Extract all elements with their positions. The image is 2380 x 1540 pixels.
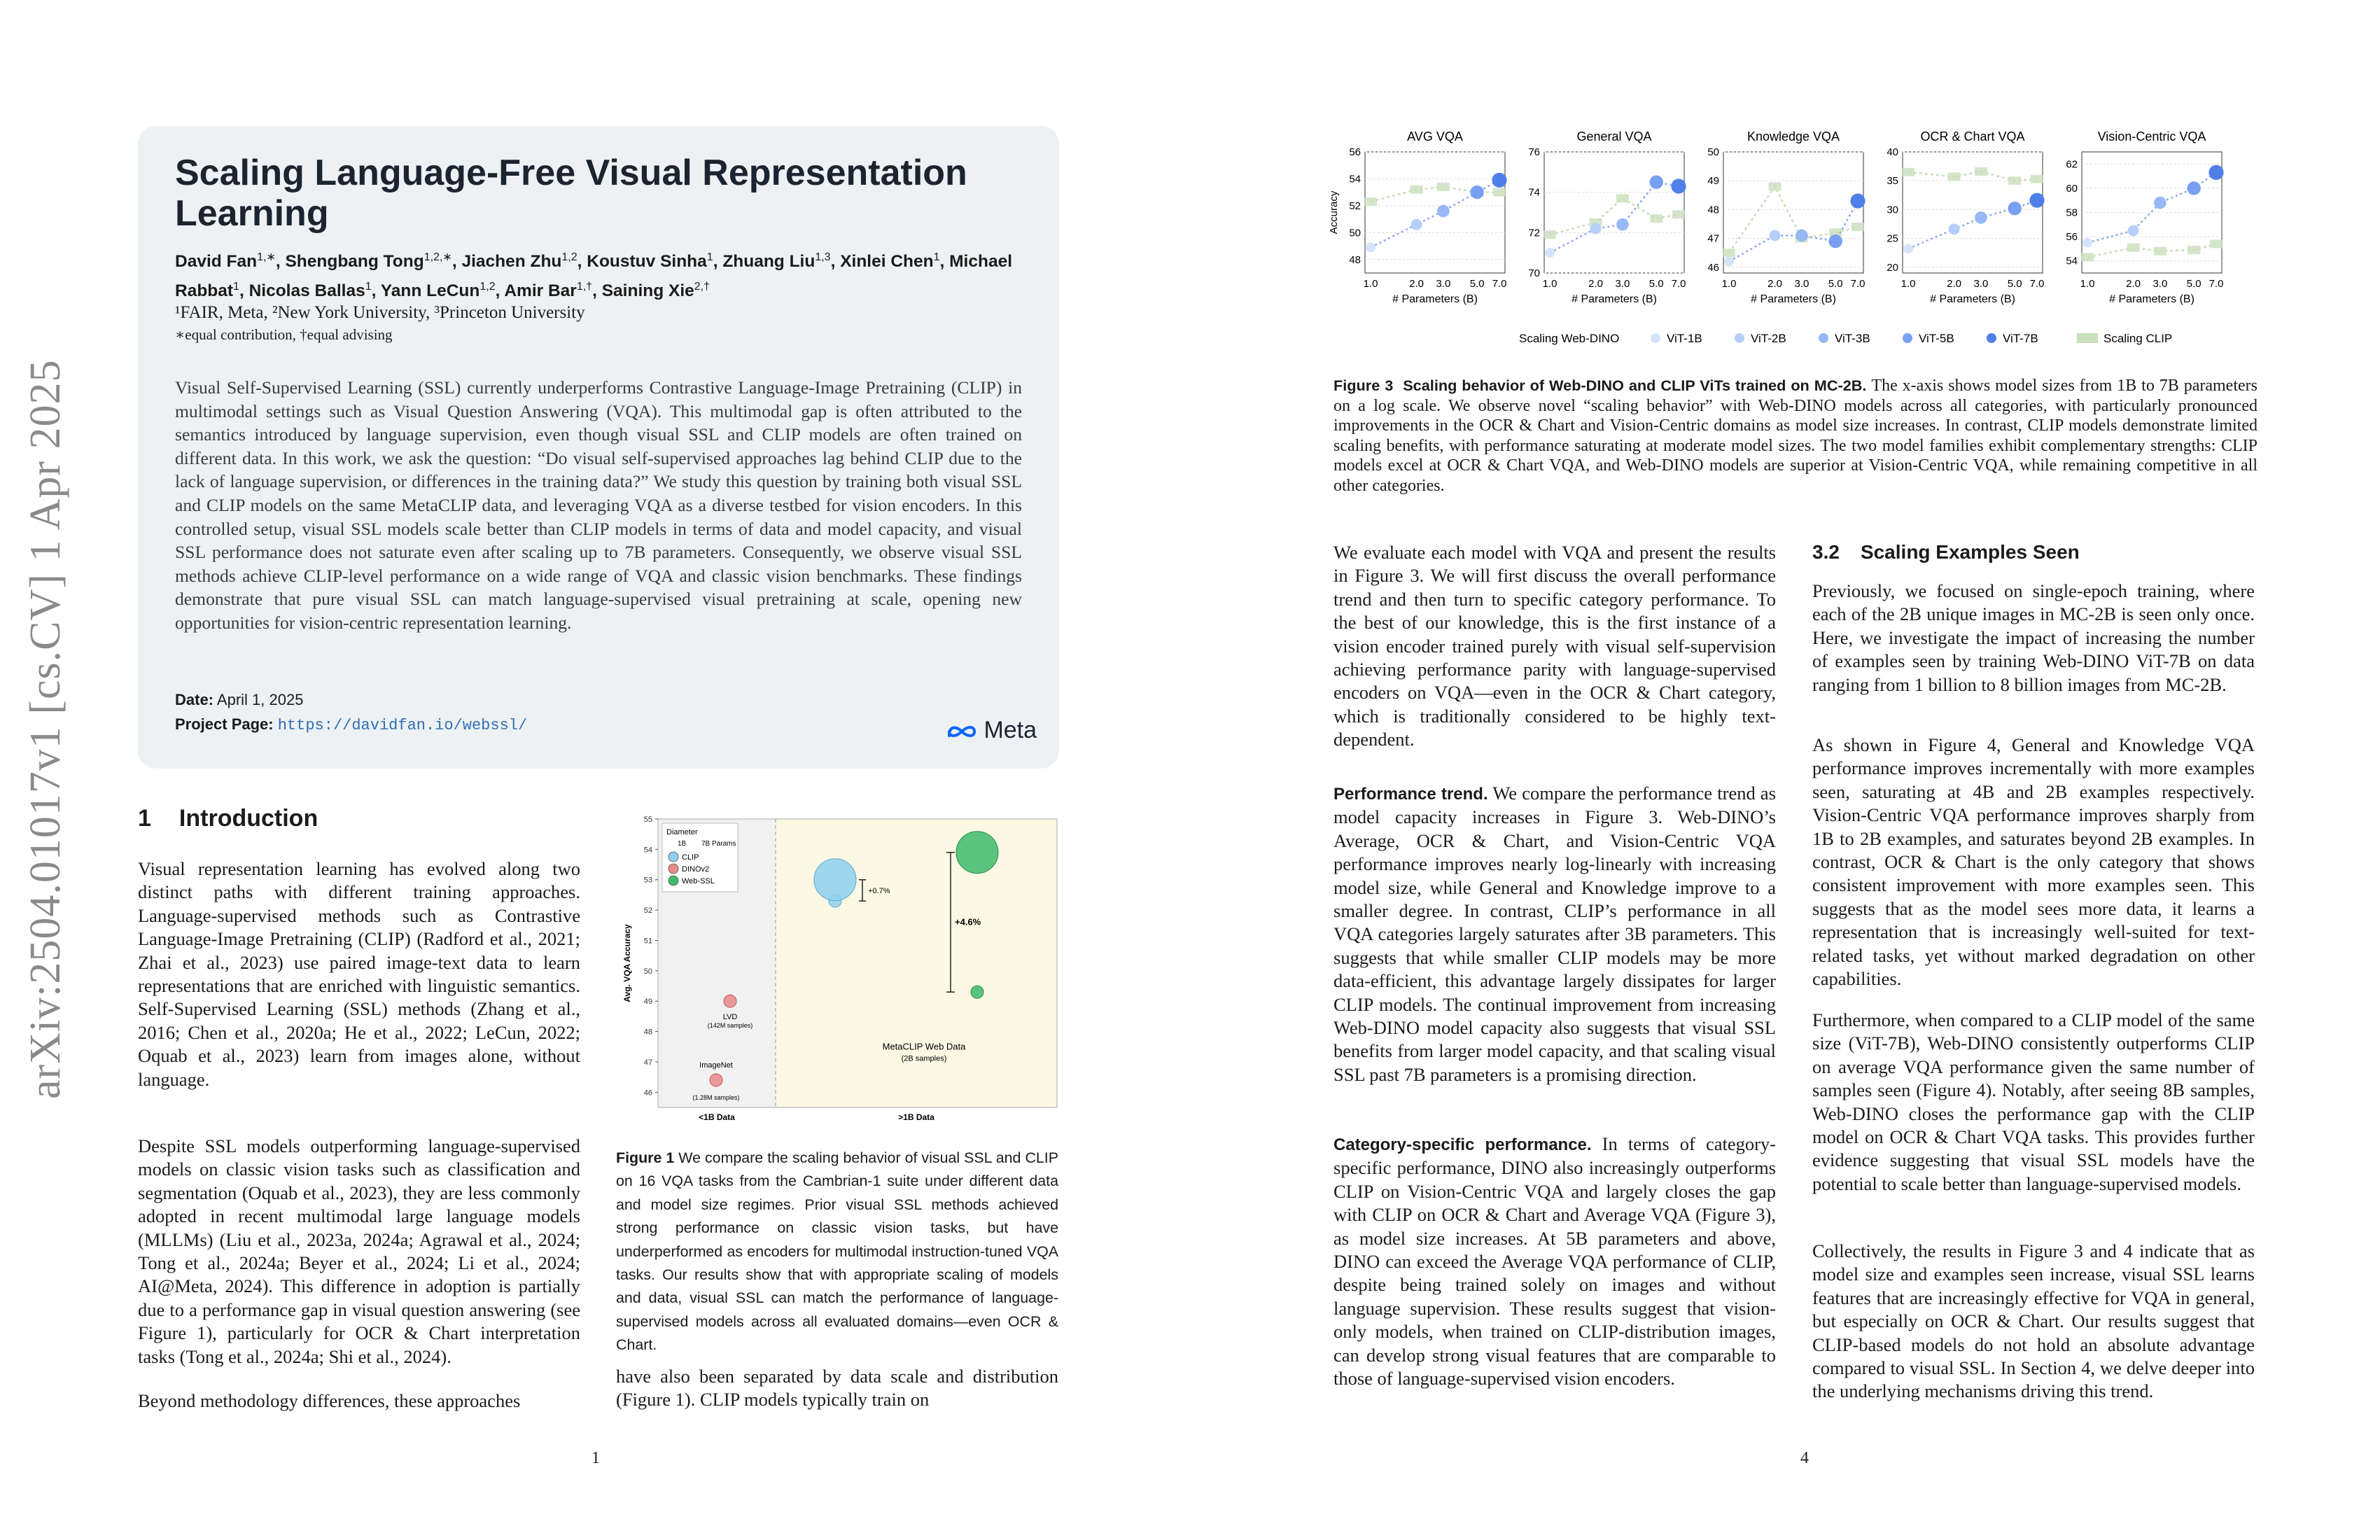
clip-point <box>1723 248 1735 257</box>
clip-point <box>1410 186 1423 194</box>
panel-title: AVG VQA <box>1407 130 1463 144</box>
date-value: April 1, 2025 <box>216 691 304 708</box>
annotation-large: +4.6% <box>955 916 981 927</box>
metaclip-label: MetaCLIP Web Data <box>882 1041 966 1052</box>
x-tick-label: 5.0 <box>1648 278 1664 290</box>
arxiv-stamp: arXiv:2504.01017v1 [cs.CV] 1 Apr 2025 <box>22 359 69 1099</box>
figure3-plots <box>1328 130 2224 345</box>
x-tick-label: 7.0 <box>1671 278 1686 290</box>
figure1-caption <box>616 1147 1058 1357</box>
dino-point <box>2154 197 2166 209</box>
panel-frame <box>1723 152 1863 273</box>
legend-title: Diameter <box>666 828 698 836</box>
high-data-region <box>776 819 1057 1107</box>
author-list: David Fan$^{1,∗}$, Shengbang Tong$^{1,2,∗}$, Jiachen Zhu$^{1,2}$, Koustuv Sinha$^1$, Zhuang Liu$^{1,3}$, Xinlei Chen$^1$, Michael Rabbat$^1$, Nicolas Ballas$^1$, Yann LeCun$^{1,2}$, Amir Bar$^{1,\dagger}$, Saining Xie$^{2,\dagger}$ <box>175 251 1013 301</box>
clip-point <box>2031 175 2043 183</box>
section-heading-introduction <box>138 805 318 832</box>
performance-trend-heading: Performance trend. <box>1334 785 1488 804</box>
x-tick-label: 7.0 <box>2029 278 2045 290</box>
clip-point <box>1493 188 1506 197</box>
date-line <box>175 691 303 709</box>
clip-point <box>1902 168 1914 176</box>
category-performance-heading: Category-specific performance. <box>1334 1135 1592 1154</box>
legend-label: ViT-3B <box>1835 332 1870 345</box>
data-bubble <box>710 1074 722 1086</box>
x-axis-label: # Parameters (B) <box>2109 293 2194 305</box>
author-affiliation-marker: 1 <box>706 251 713 263</box>
section-heading-3-2 <box>1812 541 2080 564</box>
x-tick-label: 1.0 <box>1900 278 1916 290</box>
legend-marker <box>1819 333 1828 343</box>
page-number-1: 1 <box>592 1449 600 1467</box>
page4-right-paragraph-3: Furthermore, when compared to a CLIP model of the same size (ViT-7B), Web-DINO consistently outperforms CLIP on average VQA performance given the same number of samples seen (Figure 4). Notably, after seeing 8B samples, Web-DINO closes the performance gap with the CLIP model on OCR & Chart VQA tasks. This provides further evidence suggesting that visual SSL models have the potential to scale better than language-supervised models. <box>1812 1009 2255 1194</box>
meta-logo-text: Meta <box>983 717 1037 743</box>
section-number: 1 <box>138 805 151 832</box>
dino-point <box>1590 223 1602 234</box>
x-tick-label: 2.0 <box>1947 278 1961 290</box>
panel-frame <box>1365 152 1505 273</box>
figure1-chart <box>616 805 1064 1127</box>
clip-point <box>2081 253 2094 262</box>
y-axis-label: Avg. VQA Accuracy <box>622 924 632 1002</box>
dino-point <box>1770 230 1781 241</box>
y-tick-label: 30 <box>1886 204 1898 216</box>
legend-label: ViT-7B <box>2003 332 2038 345</box>
dino-point <box>2128 225 2139 237</box>
legend-marker <box>1903 333 1912 343</box>
figure3-chart <box>1326 122 2268 354</box>
author-name: Jiachen Zhu <box>461 252 562 272</box>
y-tick-label: 51 <box>643 937 652 946</box>
data-bubble <box>956 832 998 874</box>
panel-title: General VQA <box>1576 130 1652 144</box>
imagenet-sublabel: (1.28M samples) <box>692 1093 740 1101</box>
meta-logo <box>946 717 1037 744</box>
author-name: Shengbang Tong <box>285 252 424 272</box>
author-affiliation-marker: 2,† <box>694 281 710 293</box>
figure3-caption-title: Scaling behavior of Web-DINO and CLIP ViTs trained on MC-2B. <box>1403 377 1867 394</box>
clip-point <box>2008 176 2021 185</box>
legend-label: DINOv2 <box>682 865 710 874</box>
y-tick-label: 48 <box>643 1028 652 1037</box>
dino-point <box>1949 223 1960 234</box>
dino-point <box>1649 176 1662 189</box>
y-tick-label: 54 <box>643 846 652 855</box>
y-tick-label: 55 <box>643 816 652 824</box>
author-affiliation-marker: 1,3 <box>815 251 831 263</box>
dino-point <box>1366 242 1376 252</box>
clip-point <box>1851 223 1864 231</box>
x-tick-label: 3.0 <box>1615 278 1630 290</box>
y-tick-label: 35 <box>1886 175 1898 188</box>
author-name: Xinlei Chen <box>840 252 934 272</box>
y-tick-label: 54 <box>2066 255 2078 267</box>
section-title: Introduction <box>178 805 318 832</box>
page4-paragraph-1: We evaluate each model with VQA and present the results in Figure 3. We will first discuss the overall performance trend and then turn to specific category performance. To the best of our knowledge, this is the first instance of a vision encoder trained purely with visual self-supervision achieving performance parity with language-supervised encoders on VQA—even in the OCR & Chart category, which is traditionally considered to be highly text-dependent. <box>1334 542 1776 750</box>
x-tick-label: 7.0 <box>1850 278 1865 290</box>
dino-point <box>2082 238 2092 248</box>
legend-marker <box>1987 333 1996 343</box>
dino-point <box>1850 193 1865 208</box>
section-number: 3.2 <box>1812 541 1840 563</box>
x-tick-label: 1.0 <box>2080 278 2095 290</box>
x-axis-label: # Parameters (B) <box>1751 293 1836 305</box>
figure1-caption-text: We compare the scaling behavior of visual SSL and CLIP on 16 VQA tasks from the Cambrian-1 suite under different data and model size regimes. Prior visual SSL methods achieved strong performance on classic vision tasks, but have underperformed as encoders for multimodal instruction-tuned VQA tasks. Our results show that with appropriate scaling of models and data, visual SSL can match the performance of language-supervised models across all evaluated domains—even OCR & Chart. <box>616 1149 1058 1354</box>
author-name: Nicolas Ballas <box>248 281 365 301</box>
dino-point <box>1903 244 1913 253</box>
dino-point <box>1437 205 1450 218</box>
legend-marker <box>1651 333 1660 343</box>
legend-label: Web-SSL <box>682 877 715 886</box>
section-title: Scaling Examples Seen <box>1860 541 2080 563</box>
y-tick-label: 50 <box>1707 146 1719 158</box>
author-affiliation-marker: 1 <box>933 251 940 263</box>
x-axis-label: # Parameters (B) <box>1930 293 2015 305</box>
x-tick-label: 3.0 <box>2152 278 2168 290</box>
date-label: Date: <box>175 691 214 708</box>
x-tick-label: 2.0 <box>1409 278 1424 290</box>
x-tick-label: 2.0 <box>1768 278 1782 290</box>
intro-paragraph-3: Beyond methodology differences, these approaches <box>138 1390 521 1411</box>
author-affiliation-marker: 1,2 <box>479 281 496 293</box>
imagenet-label: ImageNet <box>699 1060 733 1070</box>
legend-label: ViT-2B <box>1751 332 1786 345</box>
y-tick-label: 49 <box>1707 175 1719 188</box>
panel-title: Knowledge VQA <box>1746 130 1840 144</box>
y-tick-label: 60 <box>2066 182 2078 195</box>
y-tick-label: 46 <box>643 1088 652 1098</box>
clip-point <box>1616 194 1629 202</box>
clip-point <box>1672 210 1685 218</box>
meta-infinity-icon <box>946 723 977 740</box>
y-tick-label: 56 <box>2066 231 2078 244</box>
legend-title: Scaling Web-DINO <box>1519 332 1620 345</box>
dino-point <box>2029 193 2044 208</box>
author-name: Zhuang Liu <box>722 252 816 272</box>
clip-point <box>1975 167 1987 176</box>
author-affiliation-marker: 1,∗ <box>257 251 276 263</box>
x-tick-label: 5.0 <box>1469 278 1485 290</box>
y-tick-label: 56 <box>1349 146 1361 158</box>
y-tick-label: 53 <box>643 876 652 885</box>
clip-point <box>2127 244 2140 252</box>
data-bubble <box>814 859 856 901</box>
x-tick-label: 2.0 <box>1588 278 1603 290</box>
figure1-plot <box>622 816 1057 1122</box>
legend-marker <box>668 864 678 874</box>
y-tick-label: 48 <box>1349 253 1361 266</box>
y-tick-label: 72 <box>1528 227 1540 239</box>
x-tick-label: 7.0 <box>1492 278 1507 290</box>
intro-paragraph-1: Visual representation learning has evolved along two distinct paths with different training approaches. Language-supervised methods such as Contrastive Language-Image Pretraining (CLIP) (Radford et al., 2021; Zhai et al., 2023) use paired image-text data to learn representations that are enriched with linguistic semantics. Self-Supervised Learning (SSL) methods (Zhang et al., 2016; Chen et al., 2020a; He et al., 2022; LeCun, 2022; Oquab et al., 2023) learn from images alone, without language. <box>138 858 580 1090</box>
y-tick-label: 20 <box>1886 261 1898 274</box>
legend-clip-label: Scaling CLIP <box>2104 332 2173 345</box>
annotation-small: +0.7% <box>868 886 890 895</box>
clip-point <box>1544 230 1556 239</box>
dino-point <box>1492 173 1506 188</box>
x-tick-label: 2.0 <box>2126 278 2141 290</box>
legend-size-small: 1B <box>678 840 687 848</box>
x-tick-label: 3.0 <box>1436 278 1451 290</box>
dino-point <box>1616 218 1629 231</box>
panel-title: OCR & Chart VQA <box>1920 130 2025 144</box>
x-tick-label: 3.0 <box>1794 278 1809 290</box>
x-tick-label: 5.0 <box>1828 278 1843 290</box>
clip-point <box>2210 239 2222 248</box>
legend-marker <box>668 876 678 886</box>
y-tick-label: 52 <box>643 906 652 916</box>
category-performance-text: In terms of category-specific performance, DINO also increasingly outperforms CLIP on Vision-Centric VQA and largely closes the gap with CLIP on OCR & Chart and Average VQA (Figure 3), as model size increases. At 5B parameters and above, DINO can exceed the Average VQA performance of CLIP, despite being trained solely on images and without language supervision. These results suggest that vision-only models, when trained on CLIP-distribution images, can develop strong visual features that are comparable to those of language-supervised vision encoders. <box>1334 1133 1776 1390</box>
dino-point <box>1795 230 1808 242</box>
legend-marker <box>668 852 678 862</box>
x-tick-label: 7.0 <box>2208 278 2224 290</box>
performance-trend-text: We compare the performance trend as model capacity increases in Figure 3. Web-DINO’s Average, OCR & Chart, and Vision-Centric VQA performance improves nearly log-linearly with increasing model size, while General and Knowledge improve to a smaller degree. In contrast, CLIP’s performance in all VQA categories largely saturates after 3B parameters. This suggests that while smaller CLIP models may be more data-efficient, this advantage largely dissipates for larger CLIP models. The continual improvement from increasing Web-DINO model capacity also suggests that visual SSL benefits from larger model capacity, and that scaling visual SSL past 7B parameters is a promising direction. <box>1334 783 1776 1085</box>
y-tick-label: 47 <box>643 1058 652 1067</box>
author-name: Saining Xie <box>601 281 694 301</box>
x-tick-label: >1B Data <box>898 1112 934 1122</box>
y-tick-label: 54 <box>1349 173 1361 186</box>
y-tick-label: 76 <box>1528 146 1540 158</box>
author-affiliation-marker: 1 <box>233 281 239 293</box>
metaclip-sublabel: (2B samples) <box>901 1054 947 1063</box>
page-number-4: 4 <box>1800 1449 1809 1467</box>
y-tick-label: 40 <box>1886 146 1898 158</box>
figure1-caption-label: Figure 1 <box>616 1149 675 1166</box>
author-affiliation-marker: 1,† <box>576 281 593 293</box>
page4-right-paragraph-4: Collectively, the results in Figure 3 and 4 indicate that as model size and examples seen increase, visual SSL learns features that are increasingly effective for VQA in general, but especially on OCR & Chart. Our results suggest that CLIP-based models do not hold an absolute advantage compared to visual SSL. In Section 4, we delve deeper into the underlying mechanisms driving this trend. <box>1812 1240 2255 1402</box>
legend-label: ViT-1B <box>1667 332 1702 345</box>
project-page-line <box>175 715 527 734</box>
clip-point <box>2188 246 2200 254</box>
project-page-link[interactable]: https://davidfan.io/webssl/ <box>277 717 528 734</box>
dino-point <box>1470 186 1483 199</box>
y-tick-label: 47 <box>1707 232 1719 245</box>
dino-point <box>1724 257 1734 267</box>
data-bubble <box>971 986 983 998</box>
x-tick-label: 1.0 <box>1363 278 1378 290</box>
x-axis-label: # Parameters (B) <box>1392 293 1478 305</box>
y-tick-label: 70 <box>1528 267 1540 279</box>
lvd-sublabel: (142M samples) <box>707 1022 753 1030</box>
page4-right-paragraph-1: Previously, we focused on single-epoch training, where each of the 2B unique images in MC-2B is seen only once. Here, we investigate the impact of increasing the number of examples seen by training Web-DINO ViT-7B on data ranging from 1 billion to 8 billion images from MC-2B. <box>1812 580 2255 695</box>
author-name: Yann LeCun <box>380 281 480 301</box>
panel-frame <box>1544 152 1684 273</box>
figure3-caption-text: The x-axis shows model sizes from 1B to 7B parameters on a log scale. We observe novel “scaling behavior” with Web-DINO models across all categories, with particularly pronounced improvements in the OCR & Chart and Vision-Centric domains as model size increases. In contrast, CLIP models demonstrate limited scaling benefits, with performance saturating at moderate model sizes. The two model families exhibit complementary strengths: CLIP models excel at OCR & Chart VQA, and Web-DINO models are superior at Vision-Centric VQA, while remaining competitive in all other categories. <box>1334 377 2258 495</box>
y-tick-label: 58 <box>2066 206 2078 219</box>
category-performance-paragraph <box>1334 1133 1776 1390</box>
legend-label: CLIP <box>682 853 699 862</box>
y-tick-label: 48 <box>1707 204 1719 216</box>
x-tick-label: <1B Data <box>699 1112 735 1122</box>
dino-point <box>2208 165 2223 180</box>
abstract-text: Visual Self-Supervised Learning (SSL) currently underperforms Contrastive Language-Image Pretraining (CLIP) in multimodal settings such as Visual Question Answering (VQA). This multimodal gap is often attributed to the semantics introduced by language supervision, even though visual SSL and CLIP models are often trained on different data. In this work, we ask the question: “Do visual self-supervised approaches lag behind CLIP due to the lack of language supervision, or differences in the training data?” We study this question by training both visual SSL and CLIP models on the same MetaCLIP data, and leveraging VQA as a diverse testbed for vision encoders. In this controlled setup, visual SSL models scale better than CLIP models in terms of data and model capacity, and visual SSL performance does not saturate even after scaling up to 7B parameters. Consequently, we observe visual SSL methods achieve CLIP-level performance on a wide range of VQA and classic vision benchmarks. These findings demonstrate that pure visual SSL can match language-supervised visual pretraining at scale, opening new opportunities for vision-centric representation learning. <box>175 377 1022 633</box>
x-tick-label: 1.0 <box>1721 278 1737 290</box>
figure1-following-text: have also been separated by data scale and distribution (Figure 1). CLIP models typically train on <box>616 1366 1058 1410</box>
panel-frame <box>1903 152 2043 273</box>
paper-title: Scaling Language-Free Visual Representation Learning <box>175 153 967 234</box>
x-tick-label: 3.0 <box>1973 278 1989 290</box>
x-tick-label: 5.0 <box>2007 278 2022 290</box>
dino-point <box>1671 178 1686 193</box>
y-tick-label: 46 <box>1707 261 1719 274</box>
performance-trend-paragraph <box>1334 782 1776 1086</box>
dino-point <box>1828 234 1842 248</box>
y-tick-label: 50 <box>1349 227 1361 239</box>
author-name: Koustuv Sinha <box>587 252 707 272</box>
clip-point <box>1650 214 1662 223</box>
dino-point <box>2008 202 2021 215</box>
dino-point <box>1411 219 1422 230</box>
equal-contribution-note: ∗equal contribution, †equal advising <box>175 326 393 343</box>
y-tick-label: 25 <box>1886 232 1898 245</box>
author-affiliation-marker: 1 <box>365 281 372 293</box>
clip-point <box>1948 172 1961 181</box>
legend-clip-marker <box>2077 333 2098 343</box>
clip-point <box>1769 182 1782 190</box>
author-name: Michael Rabbat <box>175 252 1013 301</box>
figure3-caption <box>1334 376 2258 496</box>
clip-point <box>1437 183 1450 191</box>
figure3-caption-label: Figure 3 <box>1334 377 1394 394</box>
project-page-label: Project Page: <box>175 715 274 733</box>
x-axis-label: # Parameters (B) <box>1572 293 1657 305</box>
dino-point <box>2187 181 2200 195</box>
y-tick-label: 62 <box>2066 158 2078 171</box>
y-axis-label: Accuracy <box>1328 190 1340 234</box>
y-tick-label: 74 <box>1528 186 1540 199</box>
author-name: David Fan <box>175 252 258 272</box>
clip-point <box>1364 197 1377 206</box>
y-tick-label: 52 <box>1349 200 1361 212</box>
author-affiliation-marker: 1,2,∗ <box>424 251 452 263</box>
panel-title: Vision-Centric VQA <box>2097 130 2206 144</box>
x-tick-label: 5.0 <box>2186 278 2202 290</box>
author-affiliation-marker: 1,2 <box>561 251 578 263</box>
legend-marker <box>1735 333 1744 343</box>
data-bubble <box>724 995 736 1007</box>
affiliations: ¹FAIR, Meta, ²New York University, ³Princeton University <box>175 303 585 322</box>
y-tick-label: 50 <box>643 967 652 976</box>
y-tick-label: 49 <box>643 997 652 1007</box>
x-tick-label: 1.0 <box>1542 278 1558 290</box>
intro-paragraph-2: Despite SSL models outperforming language-supervised models on classic vision tasks such as classification and segmentation (Oquab et al., 2023), they are less commonly adopted in recent multimodal large language models (MLLMs) (Liu et al., 2023a, 2024a; Agrawal et al., 2024; Tong et al., 2024a; Beyer et al., 2024; Li et al., 2024; AI@Meta, 2024). This difference in adoption is partially due to a performance gap in visual question answering (see Figure 1), particularly for OCR & Chart interpretation tasks (Tong et al., 2024a; Shi et al., 2024). <box>138 1135 580 1367</box>
clip-point <box>2154 247 2166 255</box>
lvd-label: LVD <box>722 1013 738 1022</box>
legend-size-large: 7B Params <box>701 840 736 848</box>
dino-point <box>1975 211 1987 224</box>
dino-point <box>1545 248 1555 258</box>
legend-label: ViT-5B <box>1919 332 1954 345</box>
author-name: Amir Bar <box>504 281 577 301</box>
page4-right-paragraph-2: As shown in Figure 4, General and Knowledge VQA performance improves incrementally with more examples seen, saturating at 4B and 2B examples respectively. Vision-Centric VQA performance improves sharply from 1B to 2B examples, and saturates beyond 2B examples. In contrast, OCR & Chart is the only category that shows consistent improvement with more examples seen. This suggests that as the model sees more data, it learns a representation that is increasingly well-suited for text-related tasks, yet without marked degradation on other capabilities. <box>1812 734 2255 990</box>
